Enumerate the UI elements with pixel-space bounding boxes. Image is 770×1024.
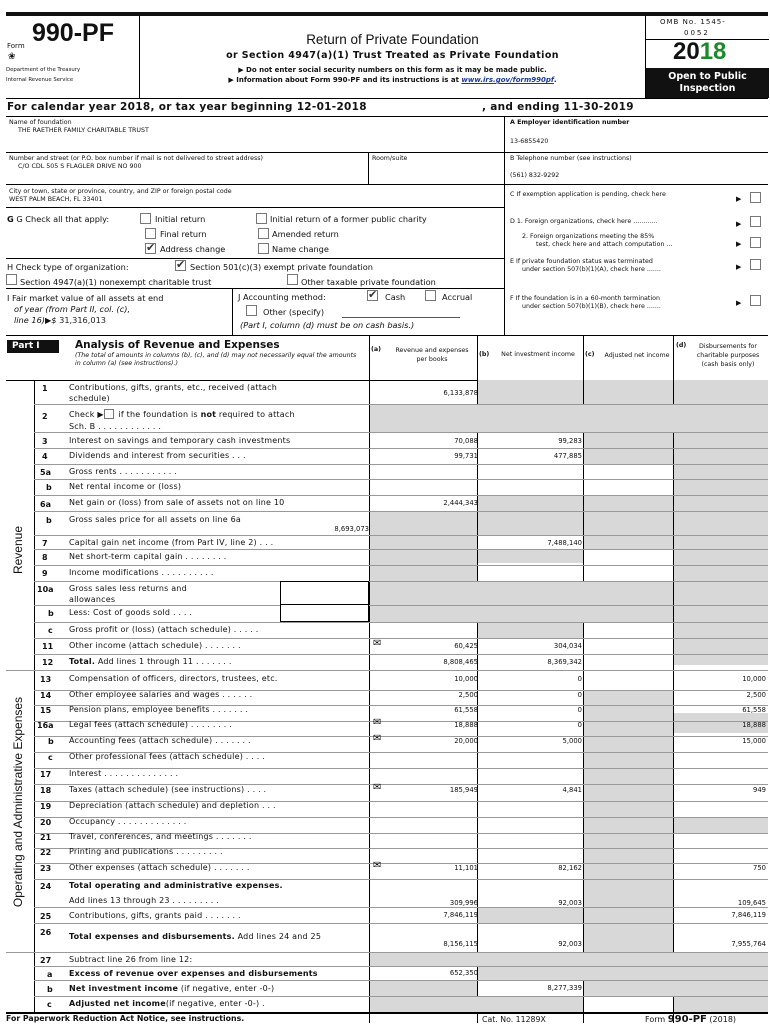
schedule-b-checkbox[interactable] [104, 409, 114, 419]
tax-year [673, 38, 726, 66]
footer-form-number: 990-PF [667, 1014, 707, 1024]
shade-r6ac [584, 495, 673, 535]
r13-col-b[interactable]: 0 [577, 675, 582, 683]
line-label-cont: allowances [69, 595, 116, 604]
form-subtitle: or Section 4947(a)(1) Trust Treated as Private Foundation [226, 50, 559, 61]
street-address[interactable]: C/O CDL 505 S FLAGLER DRIVE NO 900 [18, 163, 142, 170]
name-change-checkbox[interactable] [258, 243, 269, 254]
line2-end: required to attach [216, 410, 295, 419]
r16b-col-a[interactable]: 20,000 [454, 737, 478, 745]
col-b-letter: (b) [479, 351, 490, 358]
ssn-note: ▶ Do not enter social security numbers on this form as it may be made public. [238, 66, 547, 74]
side-expenses-text: Operating and Administrative Expenses [11, 696, 25, 908]
r11-col-b[interactable]: 304,034 [553, 642, 582, 650]
r12-col-a[interactable]: 8,808,465 [443, 658, 478, 666]
line-label: Less: Cost of goods sold . . . . [69, 608, 193, 617]
info-note [140, 76, 645, 84]
line-number: 23 [40, 864, 52, 873]
r12-col-b[interactable]: 8,369,342 [547, 658, 582, 666]
r25-col-d[interactable]: 7,846,119 [731, 911, 766, 919]
line-label-cont: Add lines 13 through 23 . . . . . . . . . [69, 896, 220, 905]
shade-r27c-d [674, 996, 768, 1012]
exemption-pending-label: C If exemption application is pending, check here [510, 191, 666, 198]
other-taxable-label: Other taxable private foundation [301, 277, 436, 287]
part-tag: Part I [7, 340, 59, 353]
line-label-cont: Sch. B . . . . . . . . . . . . [69, 422, 162, 431]
line-number: 18 [40, 786, 52, 795]
line-number: 14 [40, 691, 52, 700]
line-number: 25 [40, 912, 52, 921]
amended-return-label: Amended return [272, 229, 339, 239]
r16b-col-d[interactable]: 15,000 [742, 737, 766, 745]
initial-former-checkbox[interactable] [256, 213, 267, 224]
line-number: 13 [40, 675, 52, 684]
r23-col-d[interactable]: 750 [753, 864, 766, 872]
r27b-text: (if negative, enter -0-) [178, 984, 275, 993]
accrual-label: Accrual [442, 292, 473, 302]
room-suite-label: Room/suite [372, 155, 408, 162]
calendar-year-begin: For calendar year 2018, or tax year beginning 12-01-2018 [7, 101, 367, 113]
r23-col-a[interactable]: 11,101 [454, 864, 478, 872]
shade-r2 [370, 404, 768, 432]
line-number: 11 [42, 642, 54, 651]
line2-check-text: Check ▶ [69, 410, 104, 419]
line-number: 6a [40, 500, 51, 509]
tax-year-prefix: 20 [673, 38, 700, 65]
d2-label-line1: 2. Foreign organizations meeting the 85% [522, 233, 655, 240]
line-number: b [48, 609, 54, 618]
total-bold: Total. [69, 657, 96, 666]
attachment-icon[interactable]: ✉ [373, 717, 382, 728]
line2-bold: not [200, 410, 217, 419]
phone-label: B Telephone number (see instructions) [510, 155, 632, 162]
arrow-icon: ▶ [736, 240, 742, 248]
cash-checkbox[interactable] [367, 290, 378, 301]
line-number: 26 [40, 928, 52, 937]
side-revenue-text: Revenue [11, 525, 25, 575]
j-label: J Accounting method: [238, 292, 326, 302]
line-label: Gross sales less returns and [69, 584, 187, 593]
attachment-icon[interactable]: ✉ [373, 782, 382, 793]
foundation-name-label: Name of foundation [9, 119, 72, 126]
final-return-label: Final return [160, 229, 207, 239]
line-label: Printing and publications . . . . . . . . . [69, 847, 223, 856]
line-label: Dividends and interest from securities . . . [69, 451, 246, 460]
shade-r10 [370, 581, 673, 622]
sixty-month-checkbox[interactable] [750, 295, 761, 306]
title-block [140, 16, 645, 98]
shade-r4c [584, 448, 673, 464]
line-label: Income modifications . . . . . . . . . . [69, 568, 214, 577]
col-d-letter: (d) [676, 342, 687, 349]
final-return-checkbox[interactable] [145, 228, 156, 239]
shade-r27b-a [370, 980, 477, 996]
4947-label: Section 4947(a)(1) nonexempt charitable trust [20, 277, 212, 287]
r23-col-b[interactable]: 82,162 [558, 864, 582, 872]
initial-return-checkbox[interactable] [140, 213, 151, 224]
name-change-label: Name change [272, 244, 329, 254]
4947-checkbox[interactable] [6, 274, 17, 285]
omb-block [645, 16, 768, 98]
r6b-value[interactable]: 8,693,073 [334, 525, 369, 533]
line-number: 5a [40, 468, 51, 477]
line-number: b [47, 985, 53, 994]
line-number: b [46, 483, 52, 492]
line-label: Pension plans, employee benefits . . . . . . . [69, 705, 249, 714]
shade-r1c [584, 380, 673, 404]
line-number: 19 [40, 802, 52, 811]
public-inspection-line1: Open to Public [668, 71, 747, 82]
shade-r19d [674, 817, 768, 833]
arrow-icon: ▶ [736, 195, 742, 203]
line-number: 21 [40, 833, 52, 842]
attachment-icon[interactable]: ✉ [373, 860, 382, 871]
r13-col-a[interactable]: 10,000 [454, 675, 478, 683]
line-label: Gross profit or (loss) (attach schedule) . . . . . [69, 625, 259, 634]
line-number: c [48, 626, 53, 635]
line-number: 1 [42, 384, 48, 393]
side-revenue [8, 525, 28, 575]
footer-cat: Cat. No. 11289X [482, 1015, 546, 1024]
dept-line1: Department of the Treasury [6, 66, 81, 73]
e-label-line2: under section 507(b)(1)(A), check here ....... [522, 266, 661, 273]
r24-col-d[interactable]: 109,645 [737, 899, 766, 907]
line-label-cont: schedule) [69, 394, 110, 403]
shade-r8b [478, 549, 583, 563]
line-number: 10a [37, 585, 54, 594]
phone-value[interactable]: (561) 832-9292 [510, 172, 560, 179]
501c3-checkbox[interactable] [175, 260, 186, 271]
shade-r1d [674, 380, 768, 404]
total-text: Add lines 1 through 11 . . . . . . . [95, 657, 232, 666]
r15-col-a[interactable]: 61,558 [454, 706, 478, 714]
line-label: Net short-term capital gain . . . . . . . . [69, 552, 227, 561]
col-c-header: Adjusted net income [604, 352, 670, 359]
line-label: Legal fees (attach schedule) . . . . . . . . [69, 720, 233, 729]
r18-col-b[interactable]: 4,841 [562, 786, 582, 794]
r1-col-a[interactable]: 6,133,878 [443, 389, 478, 397]
shade-r3c [584, 432, 673, 448]
accrual-checkbox[interactable] [425, 290, 436, 301]
footer-form-pre: Form [645, 1015, 668, 1024]
r15-col-b[interactable]: 0 [577, 706, 582, 714]
line-label: Depreciation (attach schedule) and depletion . . . [69, 801, 276, 810]
line-label: Capital gain net income (from Part IV, line 2) . . . [69, 538, 274, 547]
501c3-label: Section 501(c)(3) exempt private foundation [190, 262, 373, 272]
other-method-label: Other (specify) [263, 307, 325, 317]
form-prefix: Form [7, 42, 25, 50]
i-label-line2: of year (from Part II, col. (c), [14, 304, 131, 314]
footer-paperwork: For Paperwork Reduction Act Notice, see instructions. [6, 1014, 245, 1023]
i-label-line1: I Fair market value of all assets at end [7, 293, 164, 303]
public-inspection-line2: Inspection [679, 83, 736, 94]
exemption-pending-checkbox[interactable] [750, 192, 761, 203]
line-label: Accounting fees (attach schedule) . . . . . . . [69, 736, 251, 745]
arrow-icon: ▶ [736, 220, 742, 228]
line-number: a [47, 970, 53, 979]
r26-col-d[interactable]: 7,955,764 [731, 940, 766, 948]
r26-col-a[interactable]: 8,156,115 [443, 940, 478, 948]
line-label: Other income (attach schedule) . . . . . . . [69, 641, 241, 650]
line-number: 24 [40, 882, 52, 891]
g-label: G G Check all that apply: [7, 214, 110, 224]
r24-col-a[interactable]: 309,996 [449, 899, 478, 907]
line-number: 2 [42, 412, 48, 421]
r27b-col-b[interactable]: 8,277,339 [547, 984, 582, 992]
line-number: 17 [40, 770, 52, 779]
r16a-col-b[interactable]: 0 [577, 721, 582, 729]
r13-col-d[interactable]: 10,000 [742, 675, 766, 683]
r24-col-b[interactable]: 92,003 [558, 899, 582, 907]
arrow-icon: ▶ [736, 263, 742, 271]
shade-r25b [478, 907, 583, 923]
line-label: Net gain or (loss) from sale of assets not on line 10 [69, 498, 285, 507]
r14-col-a[interactable]: 2,500 [458, 691, 478, 699]
line-label: Other expenses (attach schedule) . . . . . . . [69, 863, 250, 872]
line-number: 27 [40, 956, 52, 965]
line2-text: if the foundation is [115, 410, 201, 419]
line-label: Contributions, gifts, grants, etc., received (attach [69, 383, 278, 392]
line-label: Contributions, gifts, grants paid . . . . . . . [69, 911, 241, 920]
line-label: Compensation of officers, directors, trustees, etc. [69, 674, 278, 683]
irs-link[interactable]: www.irs.gov/form990pf [461, 76, 554, 84]
shade-col-c-exp [584, 690, 673, 972]
r18-col-a[interactable]: 185,949 [449, 786, 478, 794]
side-expenses [8, 696, 28, 908]
r14-col-d[interactable]: 2,500 [746, 691, 766, 699]
col-a-letter: (a) [371, 346, 382, 353]
omb-number-cont: 0052 [684, 29, 710, 37]
h-label: H Check type of organization: [7, 262, 129, 272]
line-label: Taxes (attach schedule) (see instructions) . . . . [69, 785, 267, 794]
line-number: 12 [42, 658, 54, 667]
initial-former-label: Initial return of a former public charity [270, 214, 427, 224]
line-number: c [47, 1000, 52, 1009]
foreign-85-checkbox[interactable] [750, 237, 761, 248]
r16a-col-d[interactable]: 18,888 [742, 721, 766, 729]
line-number: 8 [42, 553, 48, 562]
address-change-checkbox[interactable] [145, 243, 156, 254]
r4-col-b[interactable]: 477,885 [553, 452, 582, 460]
form-number: 990-PF [32, 19, 114, 47]
terminated-status-checkbox[interactable] [750, 259, 761, 270]
shade-r27c-ab [370, 996, 583, 1012]
line-label: Total operating and administrative expenses. [69, 881, 283, 890]
line-label [69, 932, 321, 941]
attachment-icon[interactable]: ✉ [373, 733, 382, 744]
footer-form [645, 1014, 736, 1024]
form-id-block [6, 16, 140, 98]
shade-r10cb [478, 622, 583, 638]
line-number: 16a [37, 721, 54, 730]
i-label-line3 [14, 315, 106, 325]
line-label [69, 657, 232, 666]
shade-r7-9a [370, 535, 477, 581]
r3-col-b[interactable]: 99,283 [558, 437, 582, 445]
r11-col-a[interactable]: 60,425 [454, 642, 478, 650]
line-label: Gross sales price for all assets on line 6a [69, 515, 241, 524]
j-note: (Part I, column (d) must be on cash basis.) [240, 320, 415, 330]
line-number: 20 [40, 818, 52, 827]
r14-col-b[interactable]: 0 [577, 691, 582, 699]
line-label: Interest on savings and temporary cash investments [69, 436, 291, 445]
shade-r27 [370, 952, 768, 966]
shade-r27a [478, 966, 768, 980]
line-label: Excess of revenue over expenses and disbursements [69, 969, 318, 978]
city-label: City or town, state or province, country, and ZIP or foreign postal code [9, 188, 232, 195]
col-b-header: Net investment income [501, 351, 575, 358]
r6a-col-a[interactable]: 2,444,343 [443, 499, 478, 507]
line-label: Occupancy . . . . . . . . . . . . . [69, 817, 187, 826]
r10b-input[interactable] [280, 605, 369, 622]
col-d-header: Disbursements for charitable purposes (cash basis only) [696, 343, 760, 368]
line-label [69, 999, 265, 1008]
d1-label: D 1. Foreign organizations, check here ............ [510, 218, 658, 225]
r16b-col-b[interactable]: 5,000 [562, 737, 582, 745]
line-number: 3 [42, 437, 48, 446]
g-label-text: G Check all that apply: [16, 214, 110, 224]
other-taxable-checkbox[interactable] [287, 274, 298, 285]
r15-col-d[interactable]: 61,558 [742, 706, 766, 714]
omb-number: OMB No. 1545- [660, 18, 726, 26]
line-number: 9 [42, 569, 48, 578]
line-label: Other professional fees (attach schedule) . . . . [69, 752, 265, 761]
address-change-label: Address change [160, 244, 226, 254]
r7-col-b[interactable]: 7,488,140 [547, 539, 582, 547]
shade-r1b [478, 380, 583, 404]
r27b-bold: Net investment income [69, 984, 179, 993]
r26-bold: Total expenses and disbursements. [69, 932, 235, 941]
cash-label: Cash [385, 292, 406, 302]
info-note-text: ▶ Information about Form 990-PF and its instructions is at [228, 76, 462, 84]
amended-return-checkbox[interactable] [258, 228, 269, 239]
line-number: 7 [42, 539, 48, 548]
other-method-checkbox[interactable] [246, 305, 257, 316]
r27a-col-a[interactable]: 652,350 [449, 969, 478, 977]
footer-form-year: (2018) [706, 1015, 737, 1024]
fair-market-value[interactable]: 31,316,013 [59, 315, 106, 325]
shade-r6ab [478, 495, 583, 511]
part-title: Analysis of Revenue and Expenses [75, 339, 280, 351]
r26-col-b[interactable]: 92,003 [558, 940, 582, 948]
line-number: c [48, 753, 53, 762]
line-label [69, 984, 274, 993]
city-value[interactable]: WEST PALM BEACH, FL 33401 [9, 196, 103, 203]
shade-r6b [370, 511, 477, 535]
shade-r6bb [478, 511, 583, 535]
r10a-input[interactable] [280, 581, 369, 605]
foreign-org-checkbox[interactable] [750, 216, 761, 227]
dept-line2: Internal Revenue Service [6, 76, 74, 83]
ein-value[interactable]: 13-6855420 [510, 138, 549, 145]
public-inspection-badge [646, 68, 769, 98]
r16a-col-a[interactable]: 18,888 [454, 721, 478, 729]
line-number: b [46, 516, 52, 525]
street-label: Number and street (or P.O. box number if mail is not delivered to street address) [9, 155, 263, 162]
eagle-icon: ❀ [8, 52, 16, 62]
r3-col-a[interactable]: 70,088 [454, 437, 478, 445]
shade-r27b-cd [584, 980, 768, 996]
e-label-line1: E If private foundation status was terminated [510, 258, 653, 265]
line-number: b [48, 737, 54, 746]
f-label-line2: under section 507(b)(1)(B), check here ....... [522, 303, 661, 310]
ein-label: A Employer identification number [510, 119, 630, 126]
part-description: (The total of amounts in columns (b), (c), and (d) may not necessarily equal the amounts in column (a) (see instructions).) [75, 352, 357, 367]
foundation-name[interactable]: THE RAETHER FAMILY CHARITABLE TRUST [18, 127, 149, 134]
col-c-letter: (c) [585, 351, 595, 358]
calendar-year-end: , and ending 11-30-2019 [482, 101, 634, 113]
d2-label-line2: test, check here and attach computation ... [536, 241, 673, 248]
line-label: Gross rents . . . . . . . . . . . [69, 467, 178, 476]
line-label: Net rental income or (loss) [69, 482, 182, 491]
info-note-end: . [553, 76, 557, 84]
line-number: 15 [40, 706, 52, 715]
r27c-bold: Adjusted net income [69, 999, 166, 1008]
r25-col-a[interactable]: 7,846,119 [443, 911, 478, 919]
r4-col-a[interactable]: 99,731 [454, 452, 478, 460]
line-label: Other employee salaries and wages . . . . . . [69, 690, 253, 699]
arrow-icon: ▶ [736, 299, 742, 307]
col-a-header: Revenue and expenses per books [395, 347, 469, 363]
line-label [69, 409, 295, 419]
tax-year-suffix: 18 [699, 38, 727, 65]
attachment-icon[interactable]: ✉ [373, 638, 382, 649]
line-number: 4 [42, 452, 48, 461]
f-label-line1: F If the foundation is in a 60-month termination [510, 295, 660, 302]
line-number: 22 [40, 848, 52, 857]
initial-return-label: Initial return [155, 214, 206, 224]
shade-r7c [584, 535, 673, 549]
line-label: Interest . . . . . . . . . . . . . . [69, 769, 179, 778]
line-label: Subtract line 26 from line 12: [69, 955, 193, 964]
line-label: Travel, conferences, and meetings . . . . . . . [69, 832, 252, 841]
i-label-line3-text: line 16)▶$ [14, 315, 57, 325]
r27c-text: (if negative, enter -0-) . [165, 999, 265, 1008]
r18-col-d[interactable]: 949 [753, 786, 766, 794]
form-title: Return of Private Foundation [306, 32, 479, 47]
r26-text: Add lines 24 and 25 [234, 932, 322, 941]
